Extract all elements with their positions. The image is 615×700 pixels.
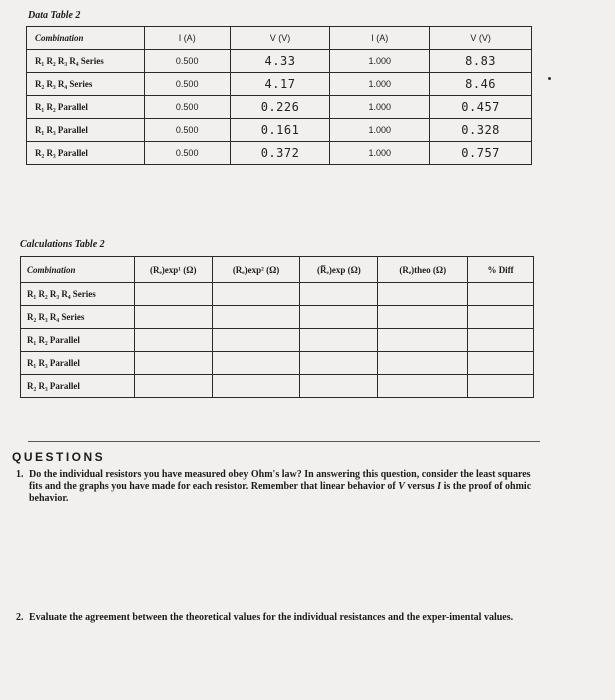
question-2-number: 2. — [16, 612, 24, 623]
questions-heading: QUESTIONS — [12, 450, 106, 464]
table-row — [21, 283, 534, 306]
header-combination: Combination — [27, 27, 145, 50]
header-current-1: I (A) — [144, 27, 230, 50]
current-cell: 0.500 — [144, 119, 230, 142]
header-resistance-exp-1: (Rₑ)exp¹ (Ω) — [134, 257, 212, 283]
current-cell: 0.500 — [144, 96, 230, 119]
empty-cell — [134, 306, 212, 329]
empty-cell — [378, 352, 468, 375]
calculations-table — [20, 256, 534, 398]
header-resistance-exp-2: (Rₑ)exp² (Ω) — [212, 257, 300, 283]
table-row — [21, 375, 534, 398]
table-row — [21, 329, 534, 352]
empty-cell — [468, 329, 534, 352]
table-row — [27, 119, 532, 142]
voltage-cell: 4.33 — [230, 50, 330, 73]
combination-cell: R₁ R₃ Parallel — [21, 352, 135, 375]
header-voltage-1: V (V) — [230, 27, 330, 50]
empty-cell — [378, 375, 468, 398]
section-divider — [28, 441, 540, 442]
combination-cell: R₁ R₂ R₃ R₄ Series — [21, 283, 135, 306]
voltage-cell: 0.161 — [230, 119, 330, 142]
empty-cell — [134, 375, 212, 398]
empty-cell — [212, 306, 300, 329]
empty-cell — [134, 329, 212, 352]
question-2-text: Evaluate the agreement between the theoretical values for the individual resistances and the exper-imental values. — [29, 612, 514, 623]
empty-cell — [300, 329, 378, 352]
header-current-2: I (A) — [330, 27, 430, 50]
question-1-text: Do the individual resistors you have measured obey Ohm's law? In answering this question, consider the least squares fits and the graphs you have made for each resistor. Remember that linear behavior of V versus I is the proof of ohmic behavior. — [29, 469, 532, 504]
table-row — [21, 352, 534, 375]
data-table-caption: Data Table 2 — [28, 10, 81, 21]
empty-cell — [300, 283, 378, 306]
table-row — [27, 73, 532, 96]
empty-cell — [468, 375, 534, 398]
header-resistance-theo: (Rₑ)theo (Ω) — [378, 257, 468, 283]
empty-cell — [212, 329, 300, 352]
combination-cell: R₁ R₃ Parallel — [27, 119, 145, 142]
current-cell: 1.000 — [330, 96, 430, 119]
empty-cell — [300, 375, 378, 398]
header-resistance-exp-mean: (R̅ₑ)exp (Ω) — [300, 257, 378, 283]
current-cell: 1.000 — [330, 50, 430, 73]
voltage-cell: 0.226 — [230, 96, 330, 119]
empty-cell — [468, 306, 534, 329]
voltage-symbol: V — [398, 481, 405, 492]
current-cell: 1.000 — [330, 119, 430, 142]
voltage-cell: 0.757 — [430, 142, 532, 165]
combination-cell: R₂ R₃ Parallel — [21, 375, 135, 398]
voltage-cell: 0.372 — [230, 142, 330, 165]
table-row — [27, 96, 532, 119]
table-row — [21, 306, 534, 329]
combination-cell: R₁ R₂ Parallel — [27, 96, 145, 119]
data-table — [26, 26, 532, 165]
header-combination: Combination — [21, 257, 135, 283]
empty-cell — [300, 352, 378, 375]
table-header-row — [21, 257, 534, 283]
empty-cell — [378, 283, 468, 306]
current-cell: 0.500 — [144, 50, 230, 73]
combination-cell: R₂ R₃ R₄ Series — [27, 73, 145, 96]
voltage-cell: 4.17 — [230, 73, 330, 96]
voltage-cell: 0.457 — [430, 96, 532, 119]
table-row — [27, 142, 532, 165]
current-cell: 1.000 — [330, 73, 430, 96]
combination-cell: R₂ R₃ R₄ Series — [21, 306, 135, 329]
empty-cell — [378, 306, 468, 329]
header-voltage-2: V (V) — [430, 27, 532, 50]
empty-cell — [468, 283, 534, 306]
empty-cell — [212, 283, 300, 306]
table-row — [27, 50, 532, 73]
empty-cell — [378, 329, 468, 352]
empty-cell — [300, 306, 378, 329]
question-2 — [16, 612, 546, 624]
combination-cell: R₁ R₂ R₃ R₄ Series — [27, 50, 145, 73]
current-cell: 0.500 — [144, 73, 230, 96]
empty-cell — [134, 283, 212, 306]
voltage-cell: 0.328 — [430, 119, 532, 142]
table-header-row — [27, 27, 532, 50]
combination-cell: R₁ R₂ Parallel — [21, 329, 135, 352]
question-1 — [16, 469, 546, 505]
voltage-cell: 8.83 — [430, 50, 532, 73]
pen-mark-dot — [548, 77, 551, 80]
empty-cell — [212, 375, 300, 398]
current-cell: 1.000 — [330, 142, 430, 165]
empty-cell — [468, 352, 534, 375]
empty-cell — [212, 352, 300, 375]
current-cell: 0.500 — [144, 142, 230, 165]
header-percent-diff: % Diff — [468, 257, 534, 283]
combination-cell: R₂ R₃ Parallel — [27, 142, 145, 165]
empty-cell — [134, 352, 212, 375]
calculations-table-caption: Calculations Table 2 — [20, 239, 105, 250]
voltage-cell: 8.46 — [430, 73, 532, 96]
question-1-number: 1. — [16, 469, 24, 480]
current-symbol: I — [437, 481, 442, 492]
